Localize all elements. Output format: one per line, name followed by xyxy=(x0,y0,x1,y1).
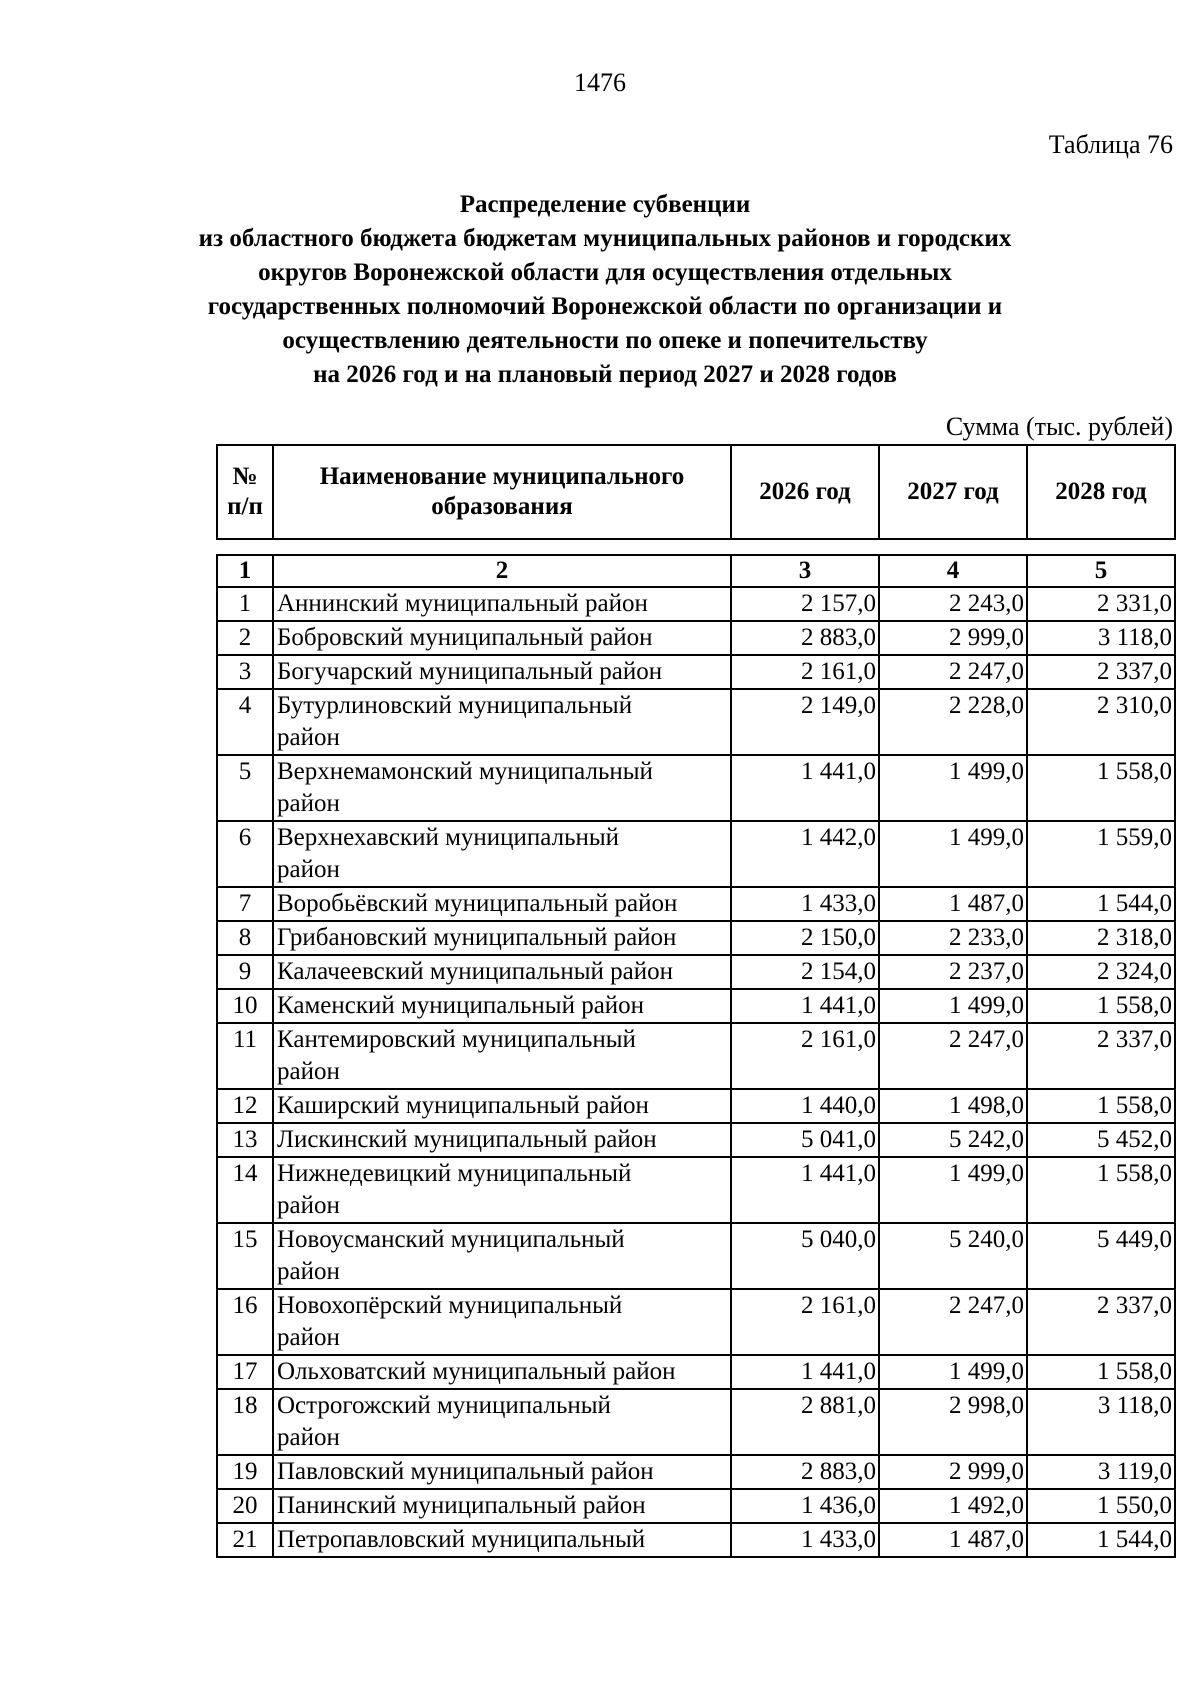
value-2027: 2 247,0 xyxy=(879,655,1027,689)
value-2026: 2 161,0 xyxy=(731,1289,879,1355)
value-2026: 1 433,0 xyxy=(731,887,879,921)
value-2028: 5 452,0 xyxy=(1027,1123,1175,1157)
value-2028: 2 337,0 xyxy=(1027,655,1175,689)
table-row xyxy=(217,955,1175,989)
row-number: 18 xyxy=(217,1389,273,1455)
value-2026: 5 041,0 xyxy=(731,1123,879,1157)
row-name-line2: район xyxy=(277,1058,340,1085)
value-2028: 1 550,0 xyxy=(1027,1489,1175,1523)
title-line: государственных полномочий Воронежской области по организации и xyxy=(207,293,1003,320)
row-number: 4 xyxy=(217,689,273,755)
value-2027: 1 499,0 xyxy=(879,1355,1027,1389)
table-row xyxy=(217,621,1175,655)
row-name xyxy=(273,689,731,755)
row-name-line2: район xyxy=(277,856,340,883)
row-name xyxy=(273,1389,731,1455)
title-line: округов Воронежской области для осуществления отдельных xyxy=(258,259,952,286)
row-name xyxy=(273,955,731,989)
row-name-line1: Каширский муниципальный район xyxy=(277,1092,649,1119)
row-number: 12 xyxy=(217,1089,273,1123)
value-2028: 2 310,0 xyxy=(1027,689,1175,755)
value-2028: 1 558,0 xyxy=(1027,1157,1175,1223)
value-2028: 2 337,0 xyxy=(1027,1023,1175,1089)
header-name xyxy=(273,445,731,539)
row-name-line1: Петропавловский муниципальный xyxy=(277,1526,646,1553)
table-header xyxy=(216,444,1176,540)
value-2028: 1 558,0 xyxy=(1027,1355,1175,1389)
value-2028: 1 558,0 xyxy=(1027,1089,1175,1123)
value-2028: 5 449,0 xyxy=(1027,1223,1175,1289)
row-number: 8 xyxy=(217,921,273,955)
column-number: 5 xyxy=(1027,555,1175,587)
value-2027: 2 247,0 xyxy=(879,1023,1027,1089)
header-2027: 2027 год xyxy=(879,445,1027,539)
table-row xyxy=(217,1455,1175,1489)
row-name xyxy=(273,821,731,887)
value-2027: 2 999,0 xyxy=(879,621,1027,655)
row-name-line1: Кантемировский муниципальный xyxy=(277,1026,636,1053)
units-label: Сумма (тыс. рублей) xyxy=(945,412,1173,441)
table-row xyxy=(217,1023,1175,1089)
row-name-line1: Павловский муниципальный район xyxy=(277,1458,654,1485)
row-name-line2: район xyxy=(277,1192,340,1219)
title-line: осуществлению деятельности по опеке и попечительству xyxy=(282,327,928,354)
row-name xyxy=(273,655,731,689)
row-number: 1 xyxy=(217,587,273,621)
row-name-line1: Грибановский муниципальный район xyxy=(277,924,677,951)
value-2028: 2 324,0 xyxy=(1027,955,1175,989)
value-2027: 1 499,0 xyxy=(879,821,1027,887)
row-name-line1: Новохопёрский муниципальный xyxy=(277,1292,623,1319)
value-2026: 1 441,0 xyxy=(731,989,879,1023)
title-line: на 2026 год и на плановый период 2027 и 2028 годов xyxy=(313,361,897,388)
row-name xyxy=(273,921,731,955)
row-number: 9 xyxy=(217,955,273,989)
table-row xyxy=(217,755,1175,821)
value-2027: 2 228,0 xyxy=(879,689,1027,755)
table-row xyxy=(217,1355,1175,1389)
row-number: 10 xyxy=(217,989,273,1023)
value-2027: 2 247,0 xyxy=(879,1289,1027,1355)
value-2028: 2 331,0 xyxy=(1027,587,1175,621)
header-name-line2: образования xyxy=(431,493,573,520)
row-name xyxy=(273,1123,731,1157)
column-number-row xyxy=(217,555,1175,587)
row-name xyxy=(273,1023,731,1089)
value-2028: 3 119,0 xyxy=(1027,1455,1175,1489)
title-line: Распределение субвенции xyxy=(459,191,751,218)
table-label: Таблица 76 xyxy=(1048,130,1173,159)
value-2027: 1 499,0 xyxy=(879,1157,1027,1223)
table-row xyxy=(217,821,1175,887)
value-2026: 1 441,0 xyxy=(731,755,879,821)
header-2028: 2028 год xyxy=(1027,445,1175,539)
table-row xyxy=(217,1123,1175,1157)
row-number: 15 xyxy=(217,1223,273,1289)
row-number: 14 xyxy=(217,1157,273,1223)
row-name-line1: Острогожский муниципальный xyxy=(277,1392,611,1419)
value-2027: 1 492,0 xyxy=(879,1489,1027,1523)
row-name xyxy=(273,989,731,1023)
row-name xyxy=(273,1289,731,1355)
table-row xyxy=(217,1289,1175,1355)
row-name-line1: Аннинский муниципальный район xyxy=(277,590,648,617)
row-number: 5 xyxy=(217,755,273,821)
document-title xyxy=(150,188,1060,392)
row-name xyxy=(273,1157,731,1223)
value-2026: 2 161,0 xyxy=(731,1023,879,1089)
table-row xyxy=(217,1089,1175,1123)
column-number: 4 xyxy=(879,555,1027,587)
value-2027: 1 498,0 xyxy=(879,1089,1027,1123)
row-number: 17 xyxy=(217,1355,273,1389)
row-name-line1: Богучарский муниципальный район xyxy=(277,658,663,685)
column-number: 1 xyxy=(217,555,273,587)
value-2027: 2 237,0 xyxy=(879,955,1027,989)
row-name-line1: Лискинский муниципальный район xyxy=(277,1126,657,1153)
value-2028: 2 337,0 xyxy=(1027,1289,1175,1355)
table-row xyxy=(217,921,1175,955)
row-name-line1: Верхнехавский муниципальный xyxy=(277,824,620,851)
table-row xyxy=(217,1157,1175,1223)
value-2028: 2 318,0 xyxy=(1027,921,1175,955)
value-2027: 1 499,0 xyxy=(879,989,1027,1023)
value-2026: 2 149,0 xyxy=(731,689,879,755)
row-number: 16 xyxy=(217,1289,273,1355)
row-name xyxy=(273,1455,731,1489)
value-2027: 1 487,0 xyxy=(879,887,1027,921)
value-2026: 1 440,0 xyxy=(731,1089,879,1123)
row-number: 21 xyxy=(217,1523,273,1557)
value-2027: 5 242,0 xyxy=(879,1123,1027,1157)
table-row xyxy=(217,1489,1175,1523)
value-2028: 1 559,0 xyxy=(1027,821,1175,887)
header-num-line1: № xyxy=(232,463,258,490)
table-row xyxy=(217,887,1175,921)
row-name-line1: Бутурлиновский муниципальный xyxy=(277,692,633,719)
row-name xyxy=(273,887,731,921)
table-row xyxy=(217,1223,1175,1289)
row-name xyxy=(273,1089,731,1123)
row-name-line1: Панинский муниципальный район xyxy=(277,1492,646,1519)
value-2026: 1 441,0 xyxy=(731,1355,879,1389)
header-name-line1: Наименование муниципального xyxy=(319,463,685,490)
row-name xyxy=(273,587,731,621)
header-num-line2: п/п xyxy=(227,493,263,520)
column-number: 2 xyxy=(273,555,731,587)
value-2026: 1 441,0 xyxy=(731,1157,879,1223)
value-2026: 1 442,0 xyxy=(731,821,879,887)
value-2026: 2 883,0 xyxy=(731,621,879,655)
value-2027: 2 998,0 xyxy=(879,1389,1027,1455)
table-row xyxy=(217,989,1175,1023)
value-2026: 2 161,0 xyxy=(731,655,879,689)
value-2026: 1 436,0 xyxy=(731,1489,879,1523)
value-2026: 1 433,0 xyxy=(731,1523,879,1557)
row-name xyxy=(273,1223,731,1289)
row-name-line1: Новоусманский муниципальный xyxy=(277,1226,625,1253)
value-2028: 1 558,0 xyxy=(1027,989,1175,1023)
row-number: 3 xyxy=(217,655,273,689)
page-number: 1476 xyxy=(574,68,626,97)
title-line: из областного бюджета бюджетам муниципальных районов и городских xyxy=(198,225,1012,252)
row-name xyxy=(273,1489,731,1523)
data-table xyxy=(216,554,1176,1558)
row-name-line2: район xyxy=(277,1324,340,1351)
row-name xyxy=(273,755,731,821)
row-name-line1: Верхнемамонский муниципальный xyxy=(277,758,653,785)
value-2026: 2 881,0 xyxy=(731,1389,879,1455)
value-2028: 1 544,0 xyxy=(1027,1523,1175,1557)
value-2027: 2 999,0 xyxy=(879,1455,1027,1489)
row-name-line1: Каменский муниципальный район xyxy=(277,992,645,1019)
row-name xyxy=(273,1355,731,1389)
table-row xyxy=(217,1523,1175,1557)
row-name-line2: район xyxy=(277,1424,340,1451)
row-name-line2: район xyxy=(277,724,340,751)
header-num xyxy=(217,445,273,539)
header-2026: 2026 год xyxy=(731,445,879,539)
value-2026: 2 154,0 xyxy=(731,955,879,989)
table-row xyxy=(217,587,1175,621)
value-2028: 3 118,0 xyxy=(1027,621,1175,655)
value-2026: 2 157,0 xyxy=(731,587,879,621)
value-2027: 1 487,0 xyxy=(879,1523,1027,1557)
row-number: 19 xyxy=(217,1455,273,1489)
row-name-line2: район xyxy=(277,1258,340,1285)
value-2027: 1 499,0 xyxy=(879,755,1027,821)
row-number: 2 xyxy=(217,621,273,655)
row-number: 11 xyxy=(217,1023,273,1089)
value-2028: 1 544,0 xyxy=(1027,887,1175,921)
table-row xyxy=(217,1389,1175,1455)
row-name xyxy=(273,621,731,655)
value-2027: 2 243,0 xyxy=(879,587,1027,621)
row-name-line1: Ольховатский муниципальный район xyxy=(277,1358,676,1385)
row-name-line2: район xyxy=(277,790,340,817)
row-name-line1: Калачеевский муниципальный район xyxy=(277,958,673,985)
row-name-line1: Нижнедевицкий муниципальный xyxy=(277,1160,632,1187)
table-row xyxy=(217,689,1175,755)
value-2026: 2 150,0 xyxy=(731,921,879,955)
value-2026: 2 883,0 xyxy=(731,1455,879,1489)
value-2027: 5 240,0 xyxy=(879,1223,1027,1289)
row-name-line1: Воробьёвский муниципальный район xyxy=(277,890,678,917)
row-number: 6 xyxy=(217,821,273,887)
value-2026: 5 040,0 xyxy=(731,1223,879,1289)
row-number: 20 xyxy=(217,1489,273,1523)
row-name-line1: Бобровский муниципальный район xyxy=(277,624,653,651)
row-name xyxy=(273,1523,731,1557)
value-2028: 3 118,0 xyxy=(1027,1389,1175,1455)
row-number: 13 xyxy=(217,1123,273,1157)
value-2027: 2 233,0 xyxy=(879,921,1027,955)
row-number: 7 xyxy=(217,887,273,921)
column-number: 3 xyxy=(731,555,879,587)
header-row xyxy=(217,445,1175,539)
value-2028: 1 558,0 xyxy=(1027,755,1175,821)
table-row xyxy=(217,655,1175,689)
